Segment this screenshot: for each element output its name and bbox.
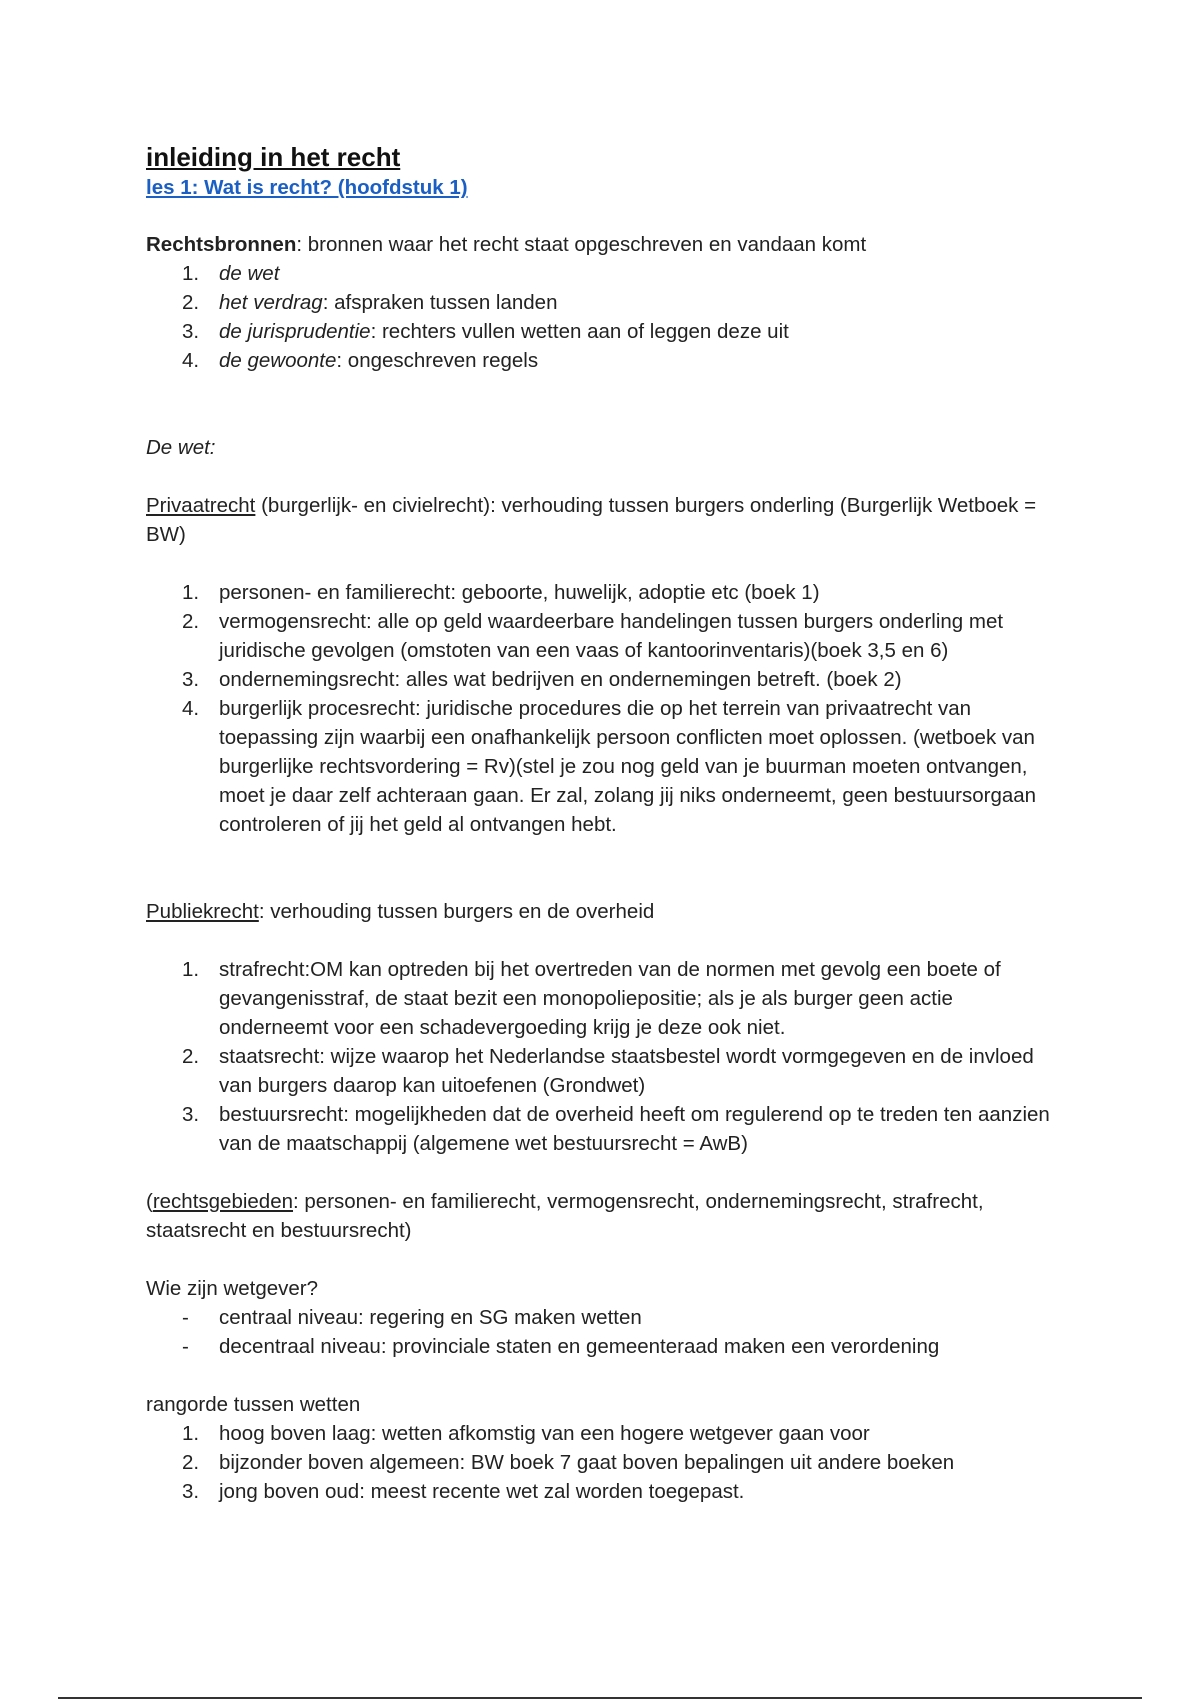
rangorde-list	[146, 1419, 1066, 1506]
rechtsgebieden-note: (rechtsgebieden: personen- en familierecht, vermogensrecht, ondernemingsrecht, strafrecht, staatsrecht en bestuursrecht)	[146, 1190, 984, 1242]
privaatrecht-term: Privaatrecht	[146, 494, 256, 517]
list-item: 4. burgerlijk procesrecht: juridische procedures die op het terrein van privaatrecht van toepassing zijn waarbij een onafhankelijk persoon conflicten moet oplossen. (wetboek van burgerlijke rechtsvordering = Rv)(stel je zou nog geld van je buurman moeten ontvangen, moet je daar zelf achteraan gaan. Er zal, zolang jij niks onderneemt, geen bestuursorgaan controleren of jij het geld al ontvangen hebt.	[182, 697, 1037, 836]
privaatrecht-list	[146, 578, 1066, 839]
list-item: 3. ondernemingsrecht: alles wat bedrijven en ondernemingen betreft. (boek 2)	[182, 668, 902, 691]
list-item: 1. hoog boven laag: wetten afkomstig van een hogere wetgever gaan voor	[182, 1422, 870, 1445]
list-item: 1. de wet	[182, 262, 280, 285]
publiekrecht-list	[146, 955, 1066, 1158]
rechtsgebieden-term: rechtsgebieden	[152, 1190, 294, 1213]
rechtsbronnen-term: Rechtsbronnen	[146, 233, 297, 256]
publiekrecht-definition: Publiekrecht: verhouding tussen burgers en de overheid	[146, 900, 655, 923]
list-item: 2. het verdrag: afspraken tussen landen	[182, 291, 558, 314]
privaatrecht-definition: Privaatrecht (burgerlijk- en civielrecht): verhouding tussen burgers onderling (Burgerlijk Wetboek = BW)	[146, 494, 1037, 546]
lesson-link[interactable]: les 1: Wat is recht? (hoofdstuk 1)	[146, 176, 468, 199]
list-item: 1. personen- en familierecht: geboorte, huwelijk, adoptie etc (boek 1)	[182, 581, 820, 604]
publiekrecht-term: Publiekrecht	[146, 900, 259, 923]
list-item: 3. de jurisprudentie: rechters vullen wetten aan of leggen deze uit	[182, 320, 789, 343]
list-item: 3. jong boven oud: meest recente wet zal worden toegepast.	[182, 1480, 745, 1503]
document-page	[146, 140, 1066, 1506]
list-item: 4. de gewoonte: ongeschreven regels	[182, 349, 539, 372]
wetgever-question: Wie zijn wetgever?	[146, 1277, 319, 1300]
list-item: 2. staatsrecht: wijze waarop het Nederlandse staatsbestel wordt vormgegeven en de invloed van burgers daarop kan uitoefenen (Grondwet)	[182, 1045, 1034, 1097]
list-item: - centraal niveau: regering en SG maken wetten	[182, 1306, 642, 1329]
de-wet-heading: De wet:	[146, 436, 216, 459]
rechtsbronnen-definition: Rechtsbronnen: bronnen waar het recht staat opgeschreven en vandaan komt	[146, 233, 867, 256]
rangorde-heading: rangorde tussen wetten	[146, 1393, 361, 1416]
list-item: 2. bijzonder boven algemeen: BW boek 7 gaat boven bepalingen uit andere boeken	[182, 1451, 955, 1474]
list-item: 3. bestuursrecht: mogelijkheden dat de overheid heeft om regulerend op te treden ten aanzien van de maatschappij (algemene wet bestuursrecht = AwB)	[182, 1103, 1050, 1155]
wetgever-list	[146, 1303, 1066, 1361]
page-bottom-rule	[58, 1697, 1142, 1699]
page-title: inleiding in het recht	[146, 142, 401, 172]
list-item: 2. vermogensrecht: alle op geld waardeerbare handelingen tussen burgers onderling met juridische gevolgen (omstoten van een vaas of kantoorinventaris)(boek 3,5 en 6)	[182, 610, 1004, 662]
list-item: 1. strafrecht:OM kan optreden bij het overtreden van de normen met gevolg een boete of gevangenisstraf, de staat bezit een monopoliepositie; als je als burger geen actie onderneemt voor een schadevergoeding krijg je deze ook niet.	[182, 958, 1001, 1039]
rechtsbronnen-list	[146, 259, 1066, 375]
list-item: - decentraal niveau: provinciale staten en gemeenteraad maken een verordening	[182, 1335, 940, 1358]
